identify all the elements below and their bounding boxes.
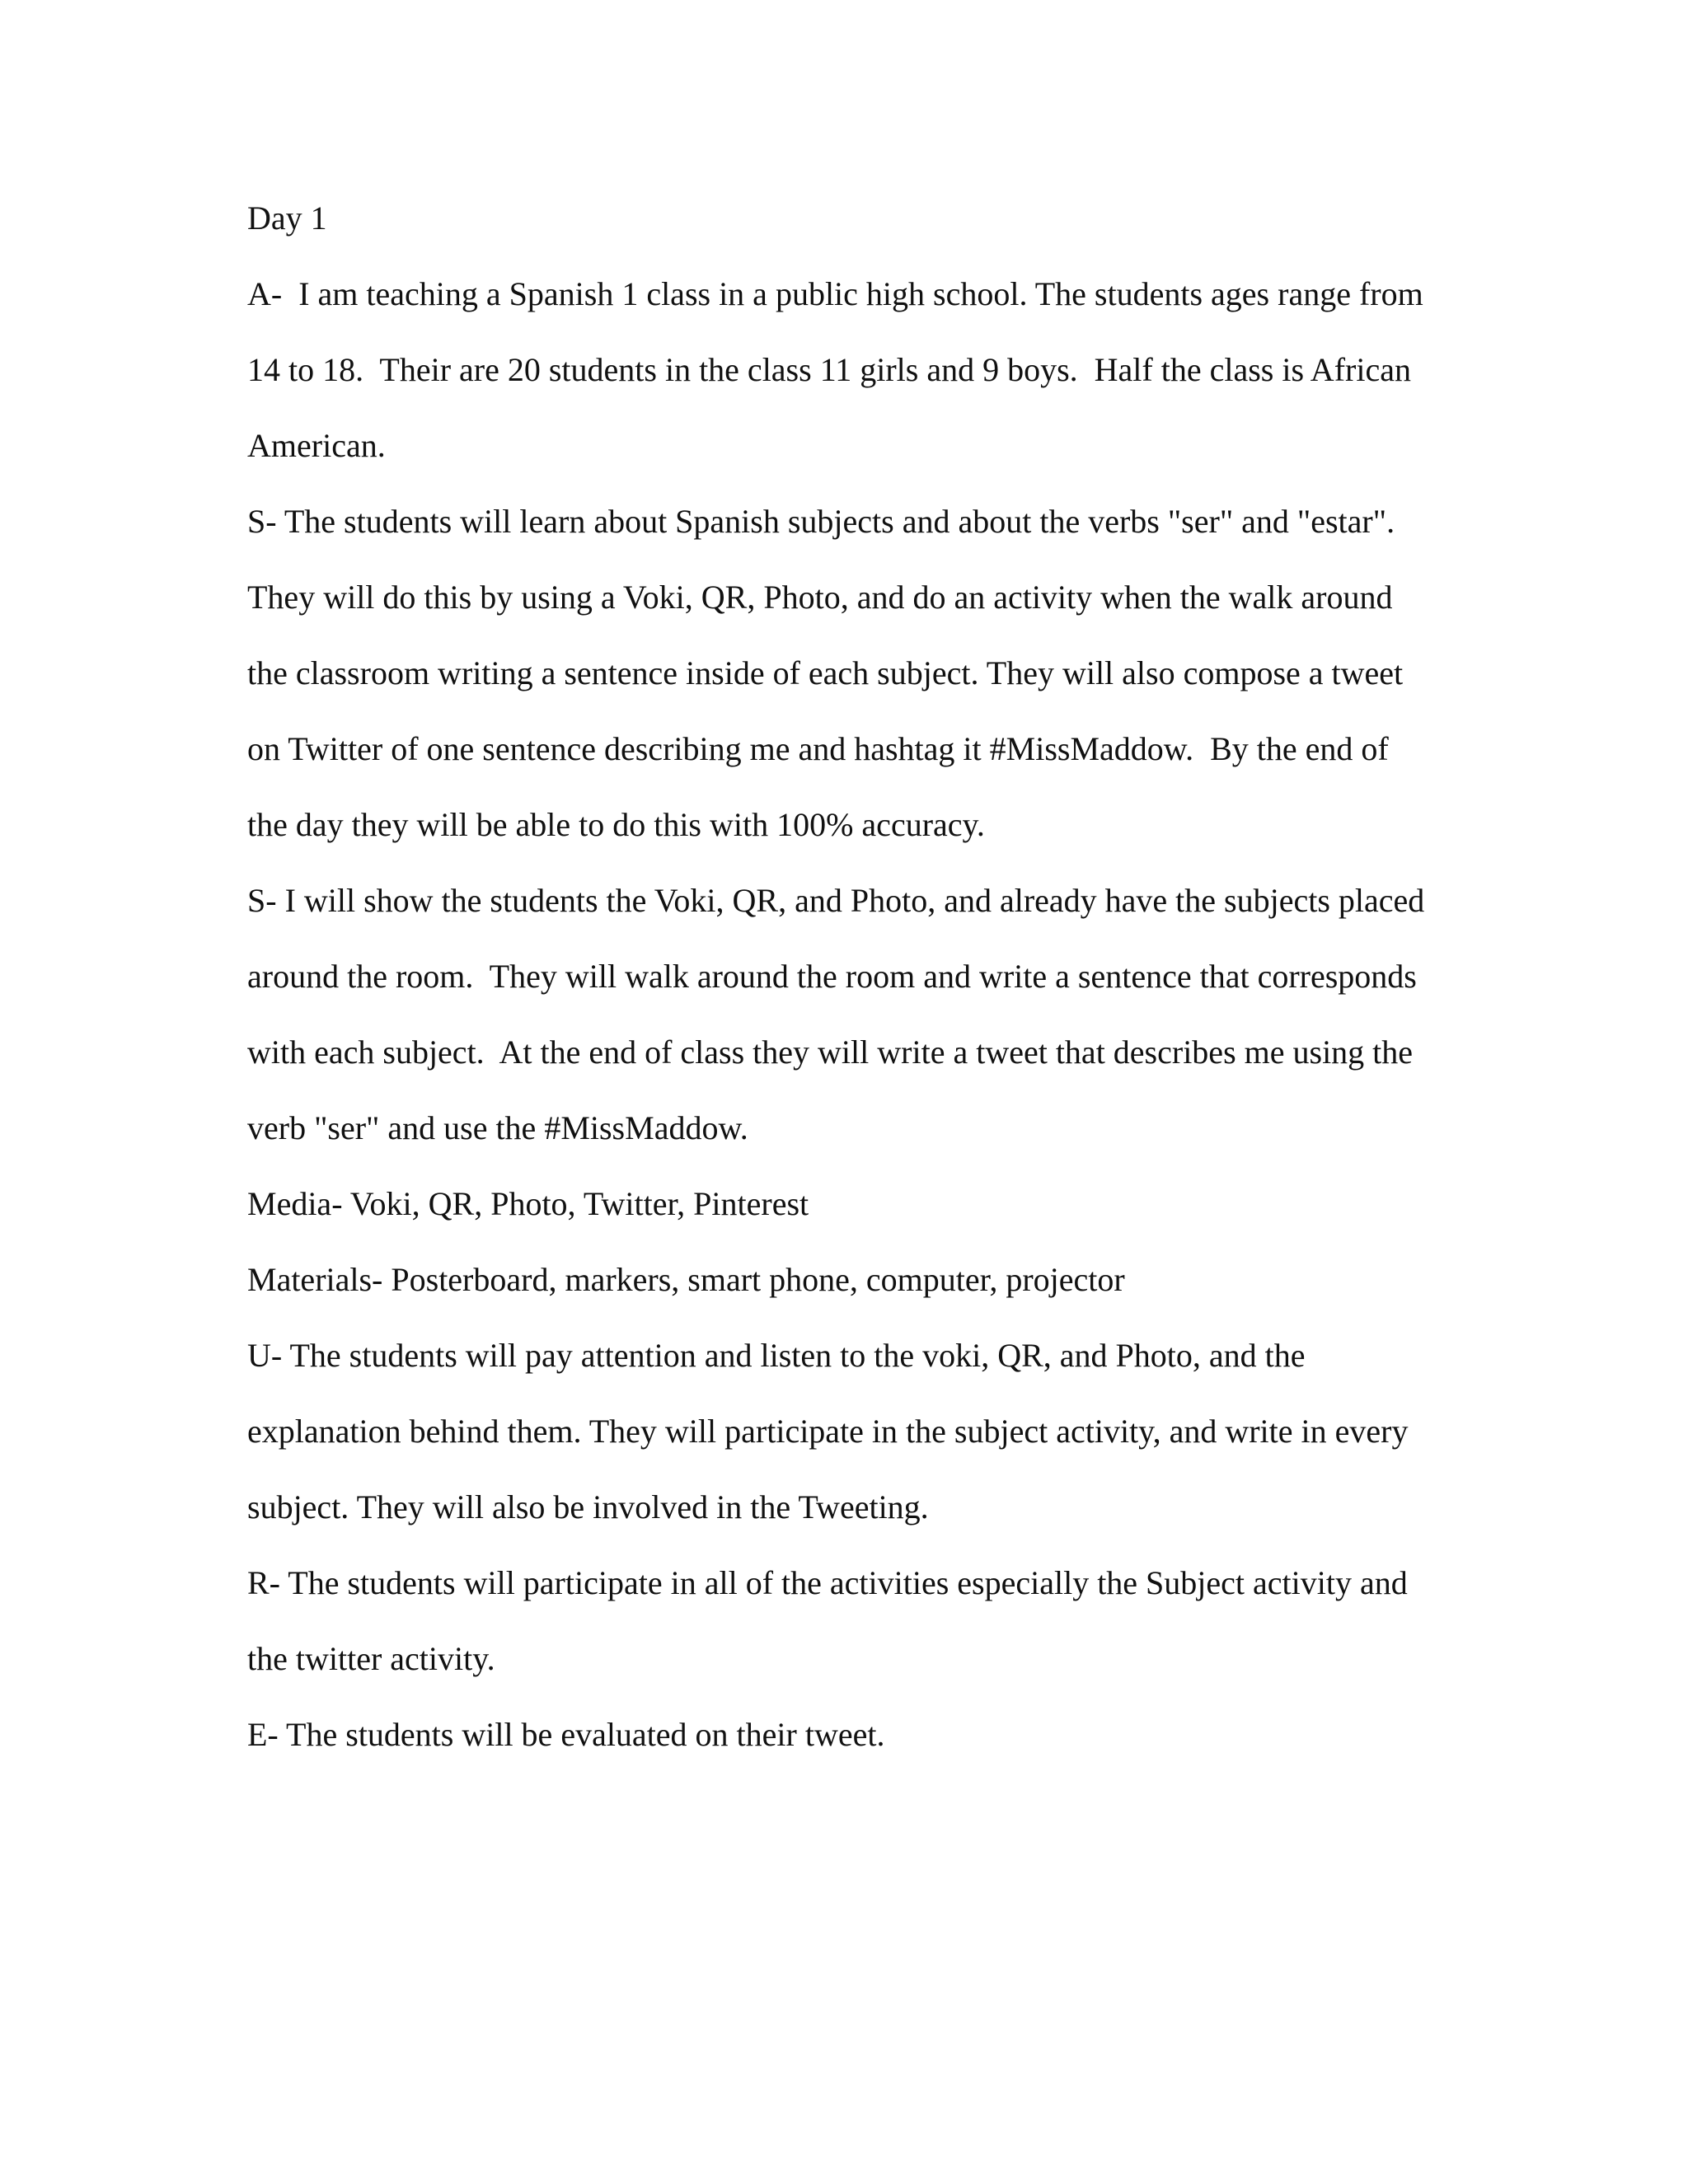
strategies-line-3: with each subject. At the end of class they will write a tweet that describes me using the bbox=[247, 1033, 1414, 1071]
require-line-1: R- The students will participate in all of the activities especially the Subject activity and bbox=[247, 1564, 1408, 1601]
objectives-line-2: They will do this by using a Voki, QR, Photo, and do an activity when the walk around bbox=[247, 579, 1393, 616]
evaluate-line: E- The students will be evaluated on their tweet. bbox=[247, 1716, 885, 1753]
objectives-line-5: the day they will be able to do this with 100% accuracy. bbox=[247, 806, 985, 843]
utilize-line-3: subject. They will also be involved in the Tweeting. bbox=[247, 1488, 929, 1526]
objectives-line-1: S- The students will learn about Spanish subjects and about the verbs "ser" and "estar". bbox=[247, 503, 1395, 540]
objectives-line-4: on Twitter of one sentence describing me and hashtag it #MissMaddow. By the end of bbox=[247, 730, 1389, 767]
document-body bbox=[247, 190, 1500, 1782]
utilize-line-1: U- The students will pay attention and listen to the voki, QR, and Photo, and the bbox=[247, 1337, 1306, 1374]
audience-line-1: A- I am teaching a Spanish 1 class in a public high school. The students ages range from bbox=[247, 275, 1423, 312]
utilize-line-2: explanation behind them. They will participate in the subject activity, and write in every bbox=[247, 1413, 1409, 1450]
media-line: Media- Voki, QR, Photo, Twitter, Pinterest bbox=[247, 1185, 809, 1222]
materials-line: Materials- Posterboard, markers, smart phone, computer, projector bbox=[247, 1261, 1125, 1298]
strategies-line-1: S- I will show the students the Voki, QR, and Photo, and already have the subjects placed bbox=[247, 882, 1425, 919]
strategies-line-4: verb "ser" and use the #MissMaddow. bbox=[247, 1109, 748, 1146]
day-heading: Day 1 bbox=[247, 199, 327, 237]
audience-line-3: American. bbox=[247, 427, 386, 464]
audience-line-2: 14 to 18. Their are 20 students in the class 11 girls and 9 boys. Half the class is African bbox=[247, 351, 1411, 388]
objectives-line-3: the classroom writing a sentence inside of each subject. They will also compose a tweet bbox=[247, 654, 1404, 691]
require-line-2: the twitter activity. bbox=[247, 1640, 495, 1677]
strategies-line-2: around the room. They will walk around the room and write a sentence that corresponds bbox=[247, 958, 1417, 995]
